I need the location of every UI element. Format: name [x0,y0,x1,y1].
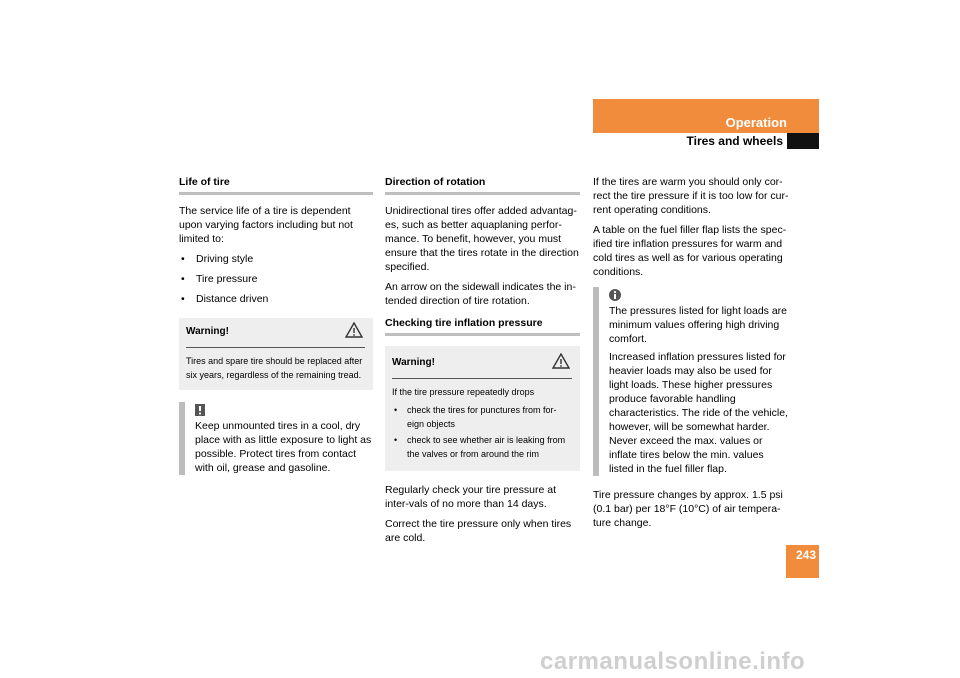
note-box-storage [179,402,373,475]
subsection-title: Tires and wheels [686,134,783,148]
warning-triangle-icon [552,353,570,369]
section-title: Operation [725,115,787,130]
info-box-pressures [593,287,790,476]
column-right [593,175,790,536]
column-middle [385,175,580,551]
warning-list [392,403,572,461]
warm-tires-paragraph: If the tires are warm you should only cor-rect the tire pressure if it is too low for cur-rent operating conditions. [593,176,789,216]
rotation-paragraph-1: Unidirectional tires offer added advantag-es, such as better aquaplaning perfor-mance. To benefit, however, you must ensure that the tires rotate in the direction specified. [385,205,579,273]
pressure-paragraph-1: Regularly check your tire pressure at inter-vals of no more than 14 days. [385,484,556,510]
list-item: • check to see whether air is leaking from the valves or from around the rim [392,433,572,461]
warning-header [392,356,572,379]
factor-list [179,252,373,306]
info-text-1: The pressures listed for light loads are minimum values offering high driving comfort. [609,305,788,345]
heading-checking-pressure: Checking tire inflation pressure [385,316,580,336]
page-number: 243 [795,548,816,562]
subsection-bar [593,133,787,149]
warning-text: Tires and spare tire should be replaced after six years, regardless of the remaining tread. [186,356,363,380]
warning-intro: If the tire pressure repeatedly drops [392,387,535,397]
exclamation-icon [195,404,373,417]
pressure-paragraph-2: Correct the tire pressure only when tires are cold. [385,518,572,544]
temperature-paragraph: Tire pressure changes by approx. 1.5 psi (0.1 bar) per 18°F (10°C) of air tempera-ture change. [593,489,783,529]
heading-direction-of-rotation: Direction of rotation [385,175,580,195]
list-item: • Driving style [179,252,373,266]
header-tab-marker [787,133,819,149]
fuel-flap-paragraph: A table on the fuel filler flap lists the spec-ified tire inflation pressures for warm and cold tires as well as for various operating conditions. [593,224,787,278]
heading-life-of-tire: Life of tire [179,175,373,195]
header-banner [593,99,819,149]
warning-triangle-icon [345,322,363,338]
rotation-paragraph-2: An arrow on the sidewall indicates the in-tended direction of tire rotation. [385,281,576,307]
column-left [179,175,373,479]
list-item: • Distance driven [179,292,373,306]
warning-header [186,325,365,348]
warning-title: Warning! [392,357,435,368]
info-text-2: Increased inflation pressures listed for heavier loads may also be used for light loads. These higher pressures produce favorable handling characteristics. The ride of the vehicle, however, will be somewhat harder. Never exceed the max. values or inflate tires below the min. values listed in the fuel filler flap. [609,351,788,475]
info-icon [609,289,790,302]
life-intro: The service life of a tire is dependent upon varying factors including but not limited to: [179,205,353,245]
warning-box-pressure [385,346,580,471]
page-number-box [786,545,819,578]
list-item: • Tire pressure [179,272,373,286]
note-text: Keep unmounted tires in a cool, dry place with as little exposure to light as possible. Protect tires from contact with oil, grease and gasoline. [195,420,372,474]
warning-box-tire-age [179,318,373,390]
warning-title: Warning! [186,326,229,337]
list-item: • check the tires for punctures from for-eign objects [392,403,572,431]
watermark-logo: carmanualsonline.info [540,648,806,675]
